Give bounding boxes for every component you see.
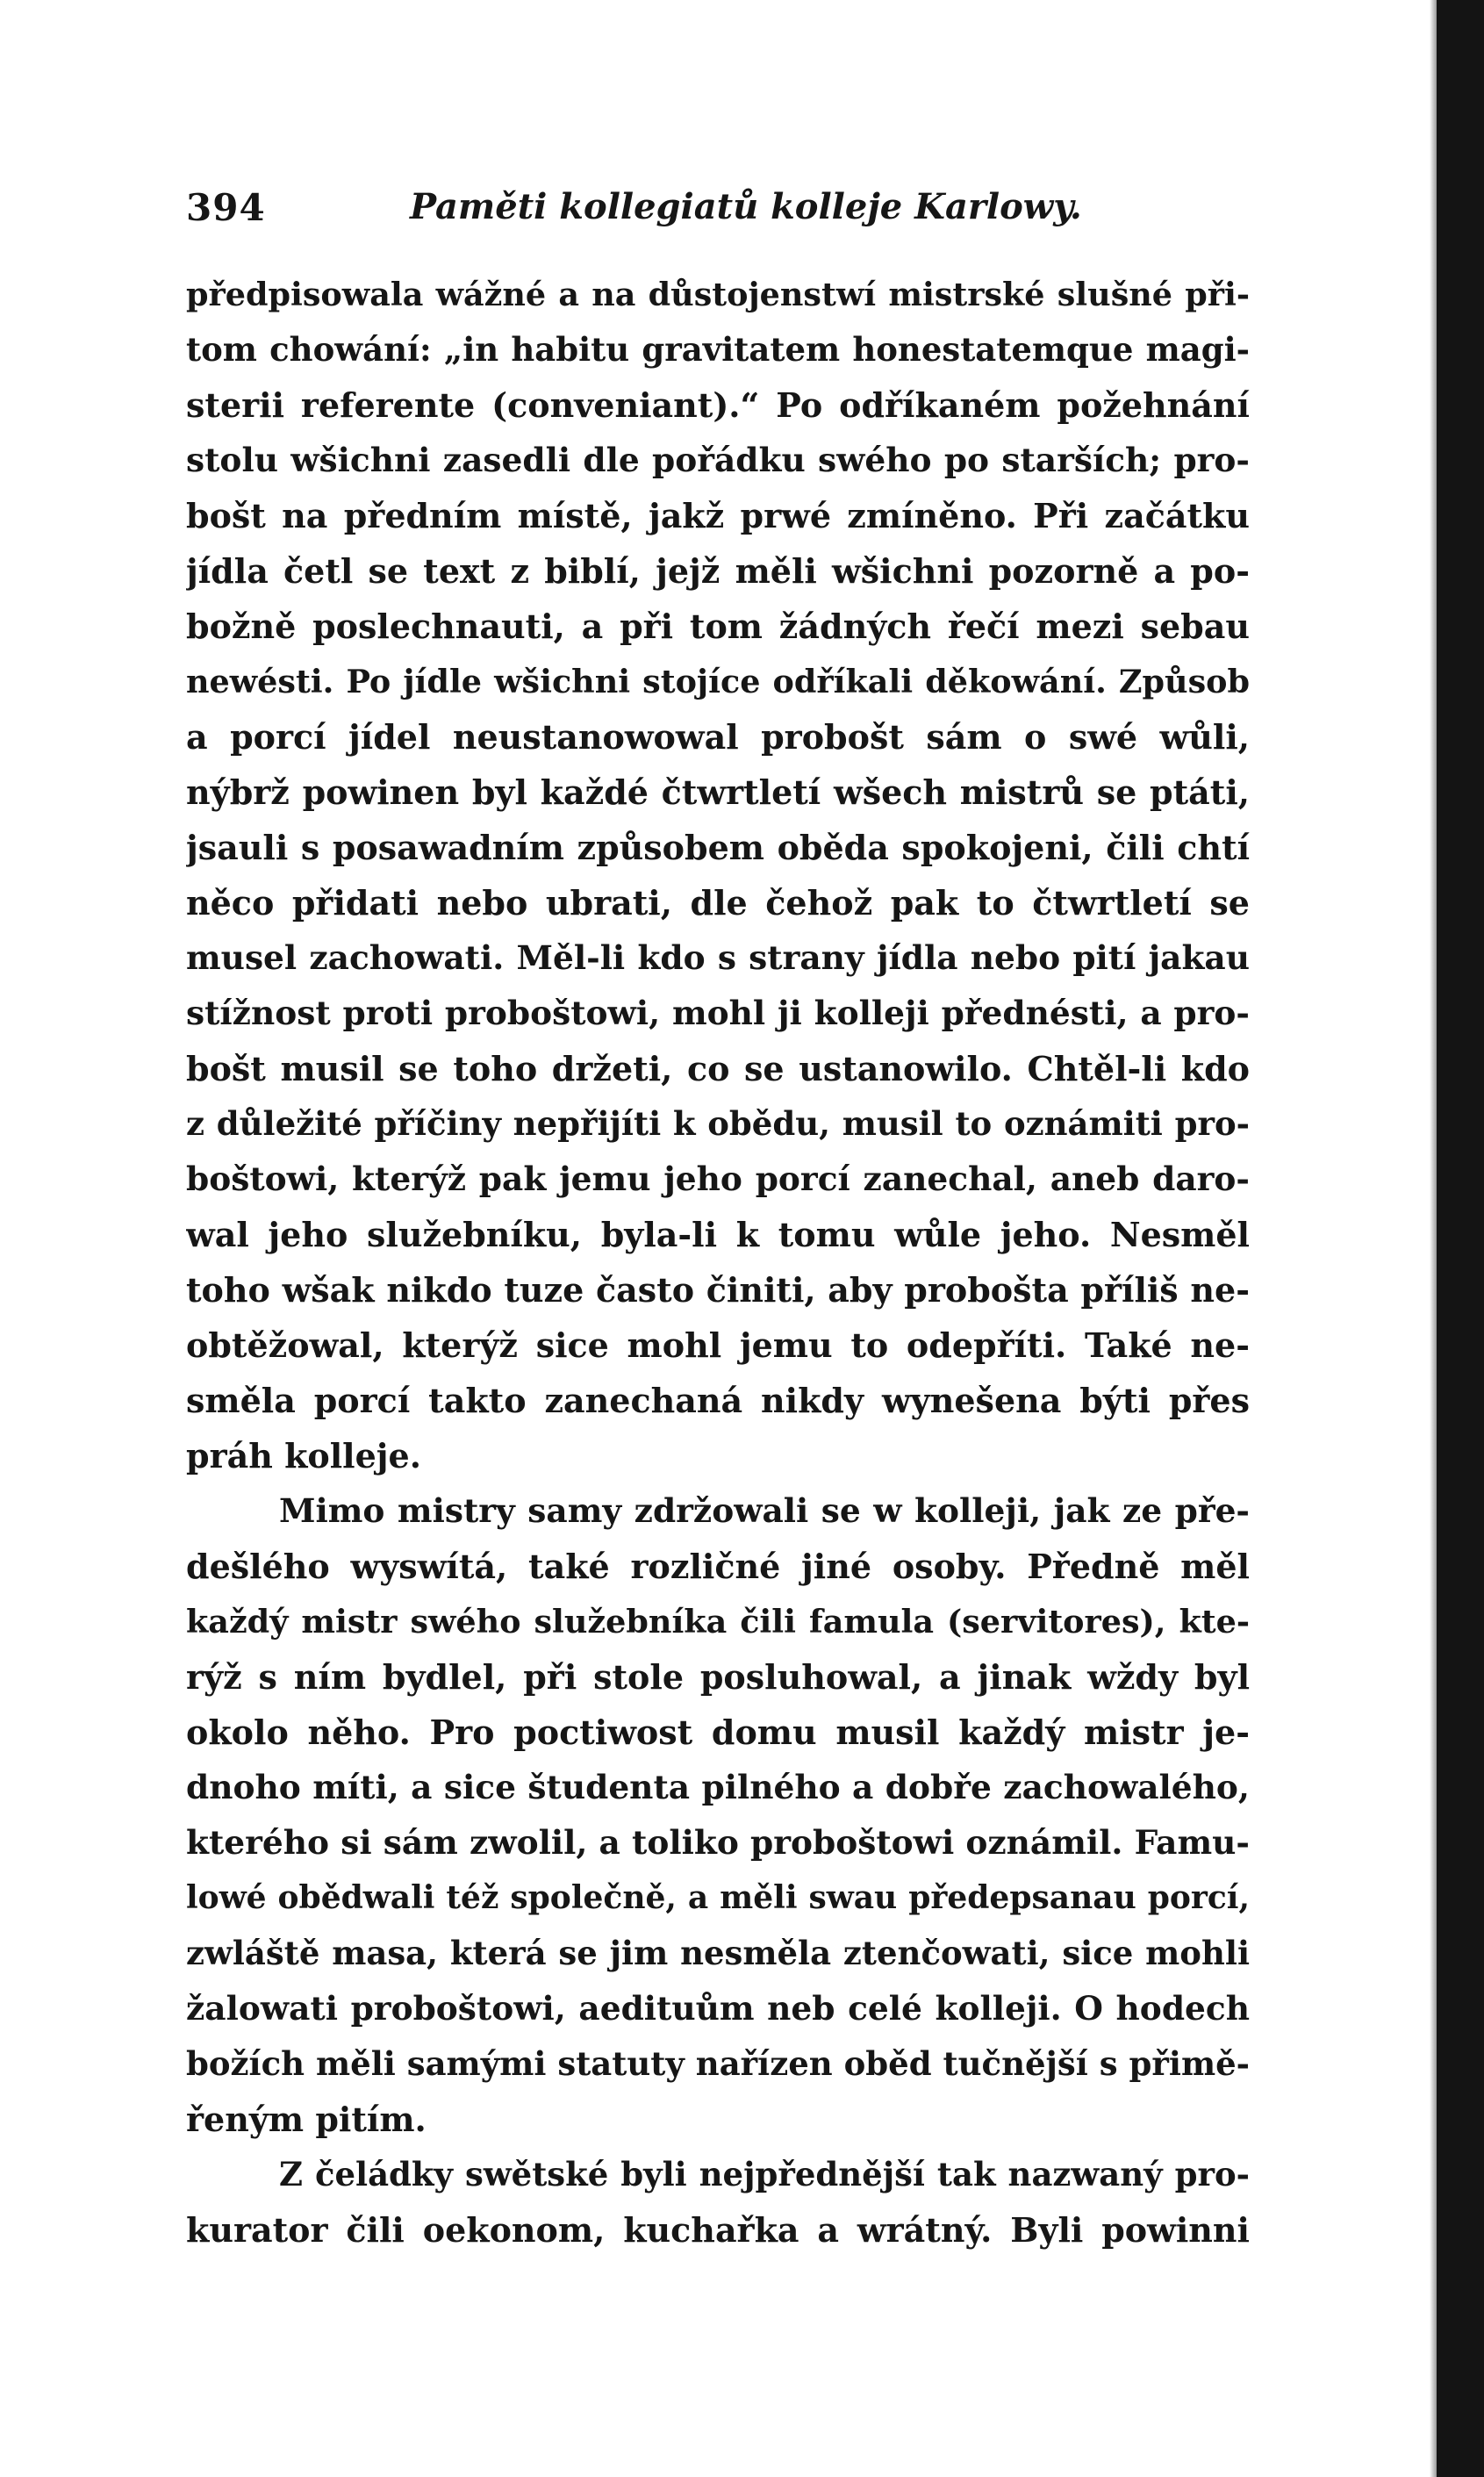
text-line: tom chowání: „in habitu gravitatem honestatemque magi-	[186, 330, 1250, 369]
text-line: božích měli samými statuty nařízen oběd tučnější s přimě-	[186, 2044, 1250, 2083]
paragraph-start-line: Mimo mistry samy zdržowali se w kolleji, jak ze pře-	[279, 1491, 1250, 1530]
text-line: něco přidati nebo ubrati, dle čehož pak to čtwrtletí se	[186, 883, 1250, 923]
text-line: dešlého wyswítá, také rozličné jiné osoby. Předně měl	[186, 1547, 1250, 1586]
text-line: kterého si sám zwolil, a toliko proboštowi oznámil. Famu-	[186, 1823, 1250, 1862]
text-line: musel zachowati. Měl-li kdo s strany jídla nebo pití jakau	[186, 938, 1250, 977]
scan-border	[1437, 0, 1484, 2477]
text-line: žalowati proboštowi, aedituům neb celé kolleji. O hodech	[186, 1989, 1250, 2028]
text-line: toho wšak nikdo tuze často činiti, aby probošta příliš ne-	[186, 1270, 1250, 1310]
text-line: nýbrž powinen byl každé čtwrtletí wšech mistrů se ptáti,	[186, 772, 1250, 812]
running-head: Paměti kollegiatů kolleje Karlowy.	[410, 186, 1082, 227]
text-line: stížnost proti proboštowi, mohl ji kolleji přednésti, a pro-	[186, 994, 1250, 1032]
text-line: předpisowala wážné a na důstojenstwí mistrské slušné při-	[186, 276, 1250, 313]
text-line: sterii referente (conveniant).“ Po odříkaném požehnání	[186, 385, 1250, 425]
page-number: 394	[186, 186, 266, 229]
text-line: obtěžowal, kterýž sice mohl jemu to odepříti. Také ne-	[186, 1325, 1250, 1365]
text-line: z důležité příčiny nepřijíti k obědu, musil to oznámiti pro-	[186, 1104, 1250, 1143]
text-line: lowé obědwali též společně, a měli swau předepsanau porcí,	[186, 1879, 1250, 1916]
text-line: božně poslechnauti, a při tom žádných řečí mezi sebau	[186, 607, 1250, 646]
text-line: a porcí jídel neustanowowal probošt sám o swé wůli,	[186, 717, 1250, 757]
paragraph-end-line: řeným pitím.	[186, 2100, 427, 2139]
text-line: kurator čili oekonom, kuchařka a wrátný. Byli powinni	[186, 2210, 1250, 2250]
text-line: zwláště masa, která se jim nesměla ztenčowati, sice mohli	[186, 1934, 1250, 1972]
text-line: jsauli s posawadním způsobem oběda spokojeni, čili chtí	[186, 828, 1250, 867]
text-line: wal jeho služebníku, byla-li k tomu wůle jeho. Nesměl	[186, 1215, 1250, 1254]
text-line: směla porcí takto zanechaná nikdy wynešena býti přes	[186, 1381, 1250, 1420]
text-line: stolu wšichni zasedli dle pořádku swého po starších; pro-	[186, 441, 1250, 479]
text-line: newésti. Po jídle wšichni stojíce odříkali děkowání. Způsob	[186, 663, 1250, 700]
text-line: bošt na předním místě, jakž prwé zmíněno. Při začátku	[186, 496, 1250, 535]
body-text	[186, 267, 1250, 2258]
text-line: rýž s ním bydlel, při stole posluhowal, a jinak wždy byl	[186, 1657, 1250, 1697]
paragraph-end-line: práh kolleje.	[186, 1436, 421, 1475]
page-edge-shadow	[1430, 0, 1437, 2477]
text-line: okolo něho. Pro poctiwost domu musil každý mistr je-	[186, 1712, 1250, 1752]
text-line: boštowi, kterýž pak jemu jeho porcí zanechal, aneb daro-	[186, 1160, 1250, 1198]
paragraph-start-line: Z čeládky swětské byli nejpřednější tak nazwaný pro-	[279, 2155, 1250, 2193]
page-header	[186, 186, 1250, 239]
text-line: dnoho míti, a sice študenta pilného a dobře zachowalého,	[186, 1768, 1250, 1806]
text-line: každý mistr swého služebníka čili famula (servitores), kte-	[186, 1603, 1250, 1641]
text-line: jídla četl se text z biblí, jejž měli wšichni pozorně a po-	[186, 551, 1250, 591]
text-line: bošt musil se toho držeti, co se ustanowilo. Chtěl-li kdo	[186, 1049, 1250, 1088]
